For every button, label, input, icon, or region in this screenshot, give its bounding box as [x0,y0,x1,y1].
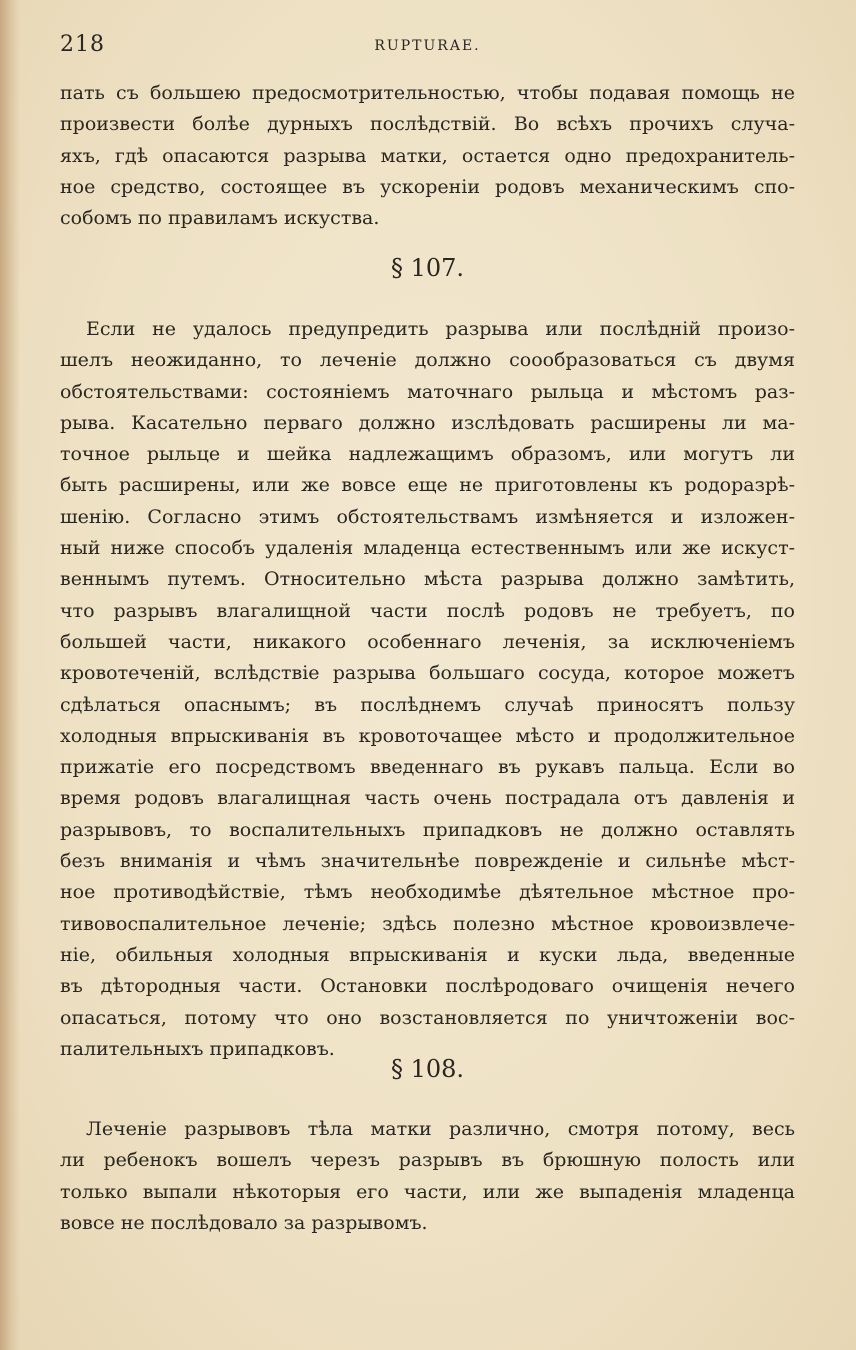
text-line: палительныхъ припадковъ. [60,1037,335,1060]
text-line: разрывовъ, то воспалительныхъ припадковъ не должно оставлять [60,818,795,841]
text-line: въ дѣтородныя части. Остановки послѣродоваго очищенія нечего [60,975,795,998]
text-line: ли ребенокъ вошелъ черезъ разрывъ въ брюшную полость или [60,1149,795,1172]
text-line: собомъ по правиламъ искуства. [60,207,380,230]
text-line: сдѣлаться опаснымъ; въ послѣднемъ случаѣ приносятъ пользу [60,693,795,716]
running-title: RUPTURAE. [374,38,481,54]
text-line: тивовоспалительное леченіе; здѣсь полезно мѣстное кровоизвлече- [60,912,795,935]
text-line: вовсе не послѣдовало за разрывомъ. [60,1211,428,1234]
text-line: только выпали нѣкоторыя его части, или же выпаденія младенца [60,1180,795,1203]
text-line: шенію. Согласно этимъ обстоятельствамъ измѣняется и изложен- [60,505,795,528]
section-heading-108: § 108. [390,1055,465,1083]
text-line: безъ вниманія и чѣмъ значительнѣе поврежденіе и сильнѣе мѣст- [60,850,795,873]
text-line: рыва. Касательно перваго должно изслѣдовать расширены ли ма- [60,411,795,434]
text-line: ный ниже способъ удаленія младенца естественнымъ или же искуст- [60,537,795,560]
text-line: кровотеченій, вслѣдствіе разрыва большаго сосуда, которое можетъ [60,662,795,685]
text-line: ніе, обильныя холодныя впрыскиванія и куски льда, введенные [60,943,795,966]
page-gutter-shadow [0,0,20,1350]
text-line: большей части, никакого особеннаго леченія, за исключеніемъ [60,630,795,653]
text-line: Если не удалось предупредить разрыва или послѣдній произо- [86,318,795,340]
text-line: точное рыльце и шейка надлежащимъ образомъ, или могутъ ли [60,443,795,466]
text-line: ное средство, состоящее въ ускореніи родовъ механическимъ спо- [60,175,795,198]
section-107-paragraph [60,314,795,1065]
text-line: шелъ неожиданно, то леченіе должно соообразоваться съ двумя [60,349,795,372]
section-108-paragraph [60,1114,795,1239]
text-line: пать съ большею предосмотрительностью, чтобы подавая помощь не [60,82,795,104]
text-line: ное противодѣйствіе, тѣмъ необходимѣе дѣятельное мѣстное про- [60,881,795,904]
text-line: прижатіе его посредствомъ введеннаго въ рукавъ пальца. Если во [60,756,795,779]
text-line: быть расширены, или же вовсе еще не приготовлены къ родоразрѣ- [60,474,795,497]
text-line: Леченіе разрывовъ тѣла матки различно, смотря потому, весь [86,1118,795,1140]
text-line: время родовъ влагалищная часть очень пострадала отъ давленія и [60,787,795,810]
text-line: что разрывъ влагалищной части послѣ родовъ не требуетъ, по [60,599,795,622]
text-line: опасаться, потому что оно возстановляется по уничтоженіи вос- [60,1006,795,1029]
page-number: 218 [60,32,105,57]
text-line: произвести болѣе дурныхъ послѣдствій. Во всѣхъ прочихъ случа- [60,113,795,136]
text-line: холодныя впрыскиванія въ кровоточащее мѣсто и продолжительное [60,724,795,747]
text-line: обстоятельствами: состояніемъ маточнаго рыльца и мѣстомъ раз- [60,380,795,403]
intro-paragraph [60,78,795,234]
running-head [60,32,795,62]
text-line: яхъ, гдѣ опасаются разрыва матки, остается одно предохранитель- [60,144,795,167]
text-line: веннымъ путемъ. Относительно мѣста разрыва должно замѣтить, [60,568,795,591]
section-heading-107: § 107. [390,254,465,282]
